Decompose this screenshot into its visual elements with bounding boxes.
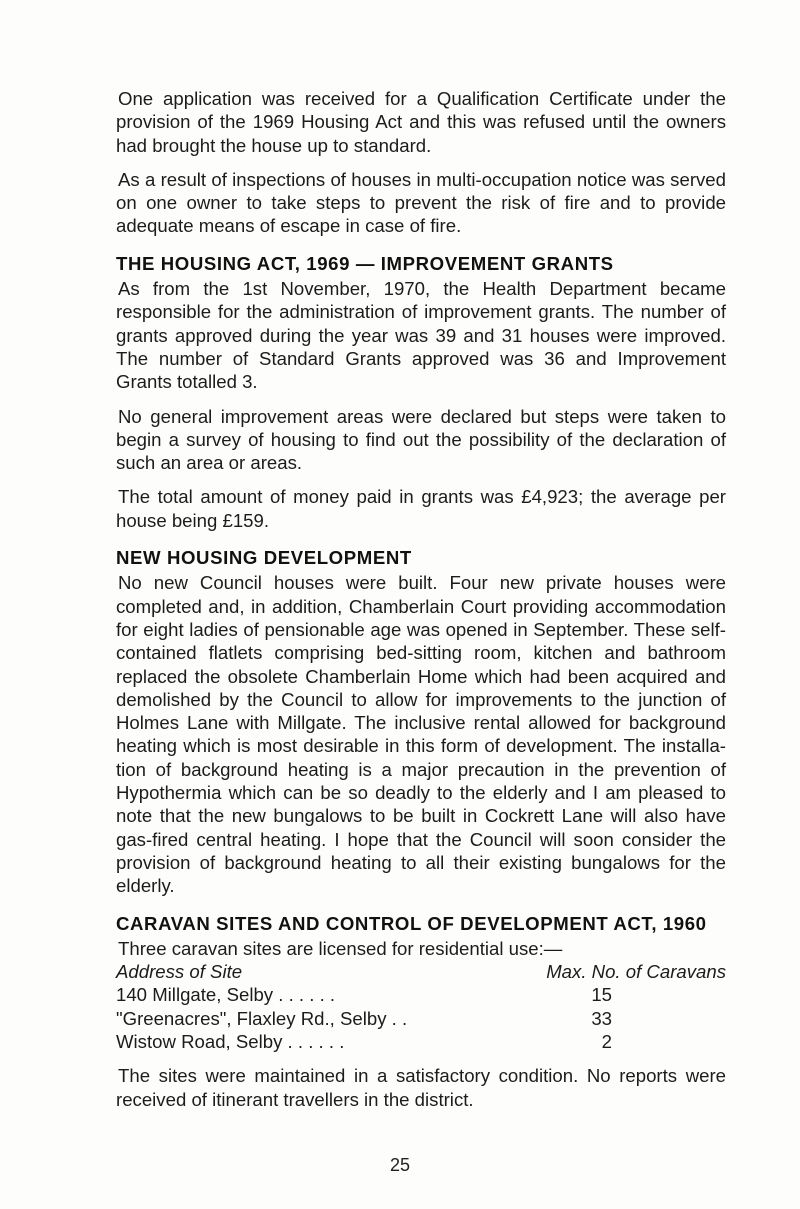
housing-paragraph: No new Council houses were built. Four new private houses were completed and, in addition, Chamberlain Court providing accommodation for eight ladies of pensionable age was opened in September. These self-contained flatlets comprising bed-sitting room, kitchen and bathroom replaced the obsolete Chamberlain Home which had been acquired and demolished by the Council to allow for improvements to the junction of Holmes Lane with Millgate. The inclusive rental allowed for background heating which is most desirable in this form of development. The installa- tion of background heating is a major precaution in the prevention of Hypothermia which can be so deadly to the elderly and I am pleased to note that the new bungalows to be built in Cockrett Lane will also have gas-fired central heating. I hope that the Council will soon consider the provision of background heating to all their existing bungalows for the elderly. (116, 572, 726, 897)
site-count: 2 (601, 1030, 612, 1052)
table-row (116, 1007, 726, 1030)
grants-paragraph-3: The total amount of money paid in grants was £4,923; the average per house being £159. (116, 486, 726, 531)
document-page (116, 87, 726, 1111)
site-count: 15 (591, 984, 612, 1006)
grants-paragraph-2: No general improvement areas were declared but steps were taken to begin a survey of housing to find out the possibility of the declaration of such an area or areas. (116, 405, 726, 474)
intro-paragraph-1: One application was received for a Qualification Certificate under the provision of the 1969 Housing Act and this was refused until the owners had brought the house up to standard. (116, 88, 726, 156)
caravan-sites-header (116, 960, 726, 983)
caravan-sites-table (116, 960, 726, 1053)
intro-paragraph-2: As a result of inspections of houses in multi-occupation notice was served on one owner to take steps to prevent the risk of fire and to provide adequate means of escape in case of fire. (116, 168, 726, 237)
caravan-heading: CARAVAN SITES AND CONTROL OF DEVELOPMENT ACT, 1960 (116, 912, 707, 934)
site-address: 140 Millgate, Selby . . . . . . (116, 984, 336, 1006)
page-number: 25 (389, 1155, 411, 1175)
address-column-header: Address of Site (116, 961, 243, 983)
site-count: 33 (591, 1007, 612, 1029)
grants-paragraph-1: As from the 1st November, 1970, the Health Department became responsible for the administration of improvement grants. The number of grants approved during the year was 39 and 31 houses were improved. The number of Standard Grants approved was 36 and Improvement Grants totalled 3. (116, 278, 726, 393)
table-row (116, 1030, 726, 1053)
site-address: "Greenacres", Flaxley Rd., Selby . . (116, 1007, 408, 1029)
caravan-closing-paragraph: The sites were maintained in a satisfactory condition. No reports were received of itinerant travellers in the district. (116, 1065, 726, 1110)
site-address: Wistow Road, Selby . . . . . . (116, 1030, 345, 1052)
table-row (116, 983, 726, 1006)
housing-heading: NEW HOUSING DEVELOPMENT (116, 547, 412, 569)
caravan-intro: Three caravan sites are licensed for residential use:— (118, 937, 563, 959)
max-caravans-column-header: Max. No. of Caravans (546, 961, 726, 983)
grants-heading: THE HOUSING ACT, 1969 — IMPROVEMENT GRANTS (116, 252, 614, 274)
